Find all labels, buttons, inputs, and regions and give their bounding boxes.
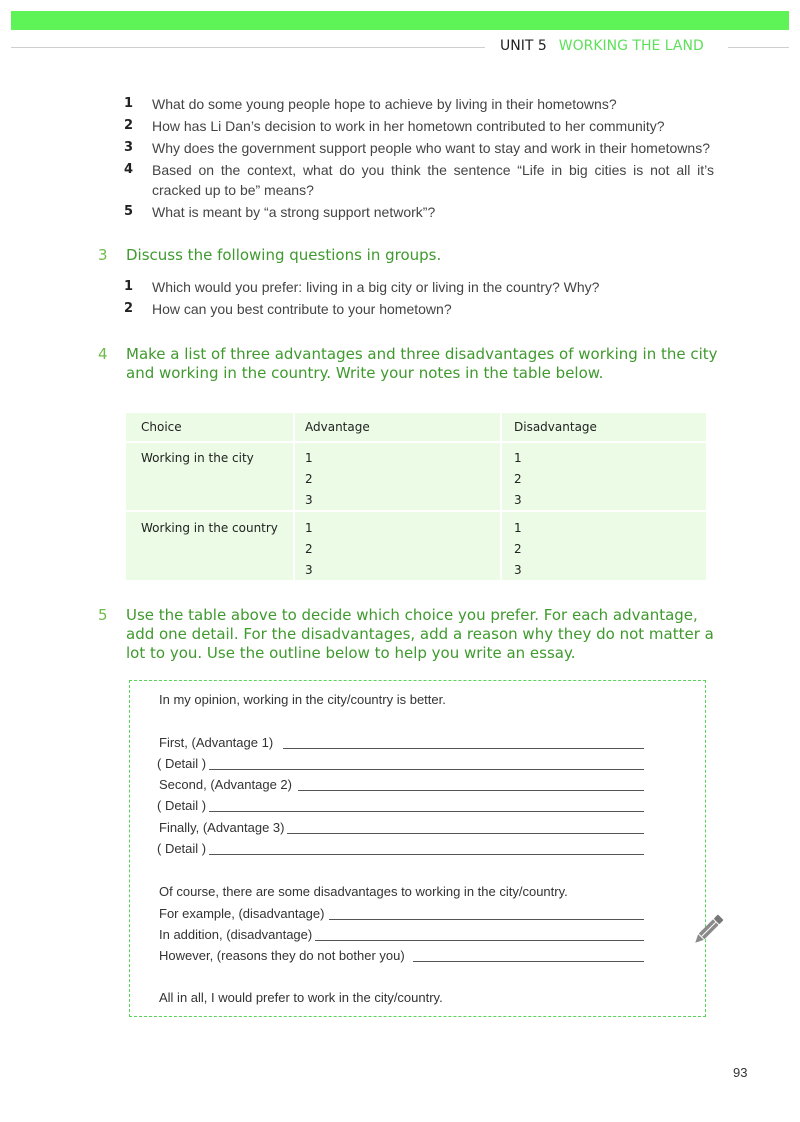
section-5-heading	[98, 606, 718, 663]
header-rule	[11, 47, 485, 48]
list-item	[124, 160, 714, 200]
answer-blank[interactable]	[298, 790, 644, 791]
item-number: 3	[514, 493, 522, 507]
choice-cell: Working in the city	[141, 451, 254, 465]
essay-prompt-in-addition: In addition, (disadvantage)	[159, 927, 313, 942]
section-title: Discuss the following questions in groups.	[126, 246, 442, 264]
list-item	[124, 116, 714, 136]
essay-prompt-first: First, (Advantage 1)	[159, 735, 274, 750]
item-number: 3	[305, 563, 313, 577]
question-text: What is meant by “a strong support network”?	[152, 204, 436, 220]
answer-blank[interactable]	[315, 940, 644, 941]
essay-prompt-second: Second, (Advantage 2)	[159, 777, 292, 792]
item-number: 2	[305, 542, 313, 556]
essay-prompt-detail: ( Detail )	[157, 798, 207, 813]
question-number: 5	[124, 204, 134, 219]
section-4-heading	[98, 345, 718, 383]
list-item	[124, 202, 714, 222]
item-number: 1	[305, 451, 313, 465]
essay-closing: All in all, I would prefer to work in the city/country.	[159, 990, 443, 1005]
column-header: Disadvantage	[514, 420, 597, 434]
list-item	[124, 94, 714, 114]
column-header: Choice	[141, 420, 182, 434]
item-number: 1	[305, 521, 313, 535]
answer-blank[interactable]	[413, 961, 644, 962]
question-number: 2	[124, 301, 134, 316]
header-rule	[728, 47, 789, 48]
question-number: 4	[124, 162, 134, 177]
pencil-icon	[688, 910, 728, 950]
top-color-bar	[11, 11, 789, 30]
table-row	[126, 442, 706, 510]
item-number: 2	[514, 542, 522, 556]
table-row	[126, 512, 706, 580]
essay-opening: In my opinion, working in the city/country is better.	[159, 692, 446, 707]
answer-blank[interactable]	[209, 769, 644, 770]
essay-of-course: Of course, there are some disadvantages to working in the city/country.	[159, 884, 568, 899]
section-title: Make a list of three advantages and three disadvantages of working in the city and working in the country. Write your notes in the table below.	[126, 345, 718, 382]
item-number: 3	[305, 493, 313, 507]
essay-prompt-for-example: For example, (disadvantage)	[159, 906, 325, 921]
unit-label: UNIT 5	[500, 38, 547, 54]
list-item	[124, 277, 714, 297]
comprehension-questions	[124, 94, 714, 224]
section-number: 3	[98, 246, 108, 264]
question-number: 3	[124, 140, 134, 155]
disadvantage-cell[interactable]	[500, 442, 706, 510]
notes-table	[126, 413, 706, 580]
essay-prompt-however: However, (reasons they do not bother you)	[159, 948, 405, 963]
unit-title: WORKING THE LAND	[558, 38, 704, 54]
answer-blank[interactable]	[283, 748, 644, 749]
essay-prompt-finally: Finally, (Advantage 3)	[159, 820, 285, 835]
item-number: 1	[514, 521, 522, 535]
table-header-row	[126, 413, 706, 441]
question-number: 1	[124, 279, 134, 294]
question-text: Based on the context, what do you think the sentence “Life in big cities is not all it’s cracked up to be” means?	[152, 162, 714, 198]
question-text: Which would you prefer: living in a big city or living in the country? Why?	[152, 279, 600, 295]
discussion-questions	[124, 277, 714, 321]
item-number: 2	[305, 472, 313, 486]
question-text: Why does the government support people who want to stay and work in their hometowns?	[152, 140, 710, 156]
item-number: 1	[514, 451, 522, 465]
section-number: 4	[98, 345, 108, 363]
section-3-heading	[98, 246, 718, 265]
unit-header	[500, 38, 704, 54]
question-text: How can you best contribute to your hometown?	[152, 301, 452, 317]
section-number: 5	[98, 606, 108, 624]
essay-prompt-detail: ( Detail )	[157, 756, 207, 771]
choice-cell: Working in the country	[141, 521, 278, 535]
answer-blank[interactable]	[329, 919, 644, 920]
page-number: 93	[733, 1065, 748, 1080]
disadvantage-cell[interactable]	[500, 512, 706, 580]
question-number: 2	[124, 118, 134, 133]
item-number: 2	[514, 472, 522, 486]
list-item	[124, 138, 714, 158]
question-text: How has Li Dan’s decision to work in her hometown contributed to her community?	[152, 118, 665, 134]
column-header: Advantage	[305, 420, 370, 434]
list-item	[124, 299, 714, 319]
section-title: Use the table above to decide which choice you prefer. For each advantage, add one detail. For the disadvantages, add a reason why they do not matter a lot to you. Use the outline below to help you write an essay.	[126, 606, 714, 662]
answer-blank[interactable]	[209, 811, 644, 812]
answer-blank[interactable]	[209, 854, 644, 855]
essay-prompt-detail: ( Detail )	[157, 841, 207, 856]
answer-blank[interactable]	[287, 833, 644, 834]
advantage-cell[interactable]	[293, 512, 500, 580]
item-number: 3	[514, 563, 522, 577]
essay-outline-box	[129, 680, 706, 1017]
question-number: 1	[124, 96, 134, 111]
question-text: What do some young people hope to achieve by living in their hometowns?	[152, 96, 617, 112]
advantage-cell[interactable]	[293, 442, 500, 510]
